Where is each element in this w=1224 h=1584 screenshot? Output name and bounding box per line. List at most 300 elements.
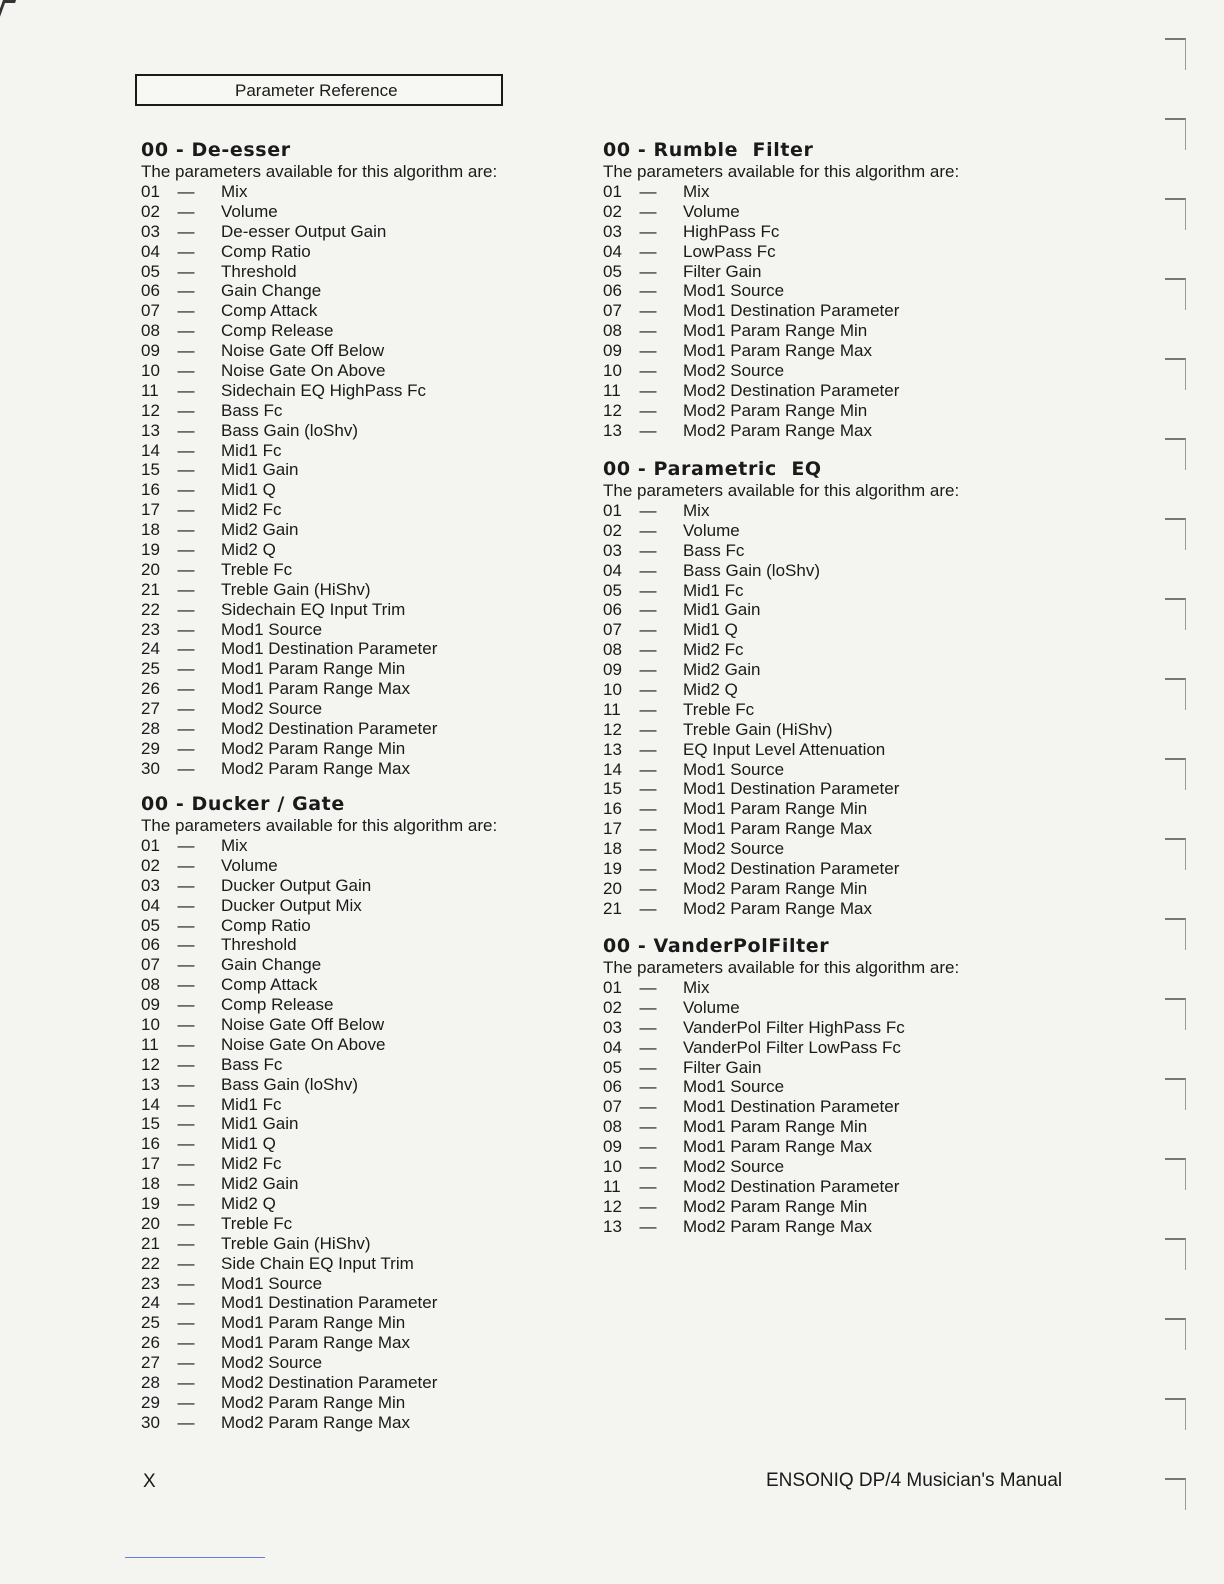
em-dash: — <box>639 301 657 321</box>
parameter-number: 08 <box>603 321 622 341</box>
parameter-number: 05 <box>141 261 160 281</box>
em-dash: — <box>177 995 195 1015</box>
parameter-number: 04 <box>603 1037 622 1057</box>
parameter-row <box>603 819 959 839</box>
parameter-number: 28 <box>141 1373 160 1393</box>
binding-tick-mark <box>1165 678 1186 710</box>
section-title: 00 - Parametric EQ <box>603 458 822 480</box>
binding-tick-mark <box>1165 1158 1186 1190</box>
parameter-name: Comp Ratio <box>221 241 311 261</box>
parameter-row <box>141 1293 497 1313</box>
parameter-name: Mod2 Destination Parameter <box>683 859 900 879</box>
parameter-number: 20 <box>141 559 160 579</box>
parameter-row <box>141 520 497 540</box>
parameter-name: Treble Gain (HiShv) <box>221 579 371 599</box>
em-dash: — <box>177 380 195 400</box>
binding-tick-mark <box>1165 598 1186 630</box>
em-dash: — <box>639 1137 657 1157</box>
parameter-number: 27 <box>141 699 160 719</box>
em-dash: — <box>177 440 195 460</box>
parameter-name: VanderPol Filter HighPass Fc <box>683 1017 905 1037</box>
parameter-row <box>603 541 959 561</box>
parameter-row <box>141 759 497 779</box>
em-dash: — <box>177 875 195 895</box>
parameter-name: Bass Fc <box>221 1054 283 1074</box>
parameter-row <box>141 1134 497 1154</box>
parameter-row <box>141 995 497 1015</box>
parameter-number: 19 <box>141 1194 160 1214</box>
em-dash: — <box>177 460 195 480</box>
parameter-row <box>141 639 497 659</box>
parameter-row <box>603 1197 959 1217</box>
parameter-number: 14 <box>603 759 622 779</box>
parameter-name: Mod1 Source <box>683 281 785 301</box>
parameter-row <box>141 1055 497 1075</box>
parameter-number: 29 <box>141 1392 160 1412</box>
em-dash: — <box>639 997 657 1017</box>
em-dash: — <box>639 1077 657 1097</box>
parameter-row <box>141 935 497 955</box>
parameter-number: 16 <box>141 480 160 500</box>
parameter-name: Volume <box>221 855 278 875</box>
parameter-row <box>141 876 497 896</box>
parameter-name: Bass Gain (loShv) <box>683 560 820 580</box>
parameter-row <box>141 381 497 401</box>
parameter-number: 13 <box>141 1074 160 1094</box>
section-intro: The parameters available for this algorithm are: <box>141 816 498 835</box>
em-dash: — <box>177 201 195 221</box>
parameter-row <box>603 660 959 680</box>
parameter-name: Mod2 Source <box>683 1157 785 1177</box>
parameter-number: 11 <box>603 1176 621 1196</box>
parameter-number: 03 <box>141 221 160 241</box>
parameter-row <box>141 1114 497 1134</box>
binding-tick-mark <box>1165 38 1186 70</box>
parameter-name: Mod2 Param Range Max <box>683 898 872 918</box>
em-dash: — <box>639 898 657 918</box>
em-dash: — <box>177 400 195 420</box>
em-dash: — <box>177 935 195 955</box>
em-dash: — <box>177 1074 195 1094</box>
parameter-row <box>603 1177 959 1197</box>
parameter-row <box>603 202 959 222</box>
parameter-number: 09 <box>141 341 160 361</box>
parameter-name: Volume <box>221 201 278 221</box>
parameter-name: Treble Gain (HiShv) <box>221 1233 371 1253</box>
binding-tick-mark <box>1165 1318 1186 1350</box>
parameter-name: Mod2 Param Range Max <box>221 1412 410 1432</box>
parameter-name: Threshold <box>221 261 297 281</box>
parameter-row <box>603 501 959 521</box>
em-dash: — <box>177 659 195 679</box>
parameter-number: 13 <box>603 739 622 759</box>
em-dash: — <box>177 1313 195 1333</box>
parameter-number: 20 <box>141 1213 160 1233</box>
parameter-name: Mod1 Param Range Max <box>221 679 410 699</box>
parameter-number: 30 <box>141 758 160 778</box>
em-dash: — <box>177 639 195 659</box>
parameter-name: Mix <box>683 978 710 997</box>
parameter-name: Mid1 Gain <box>221 1114 299 1134</box>
binding-tick-mark <box>1165 1398 1186 1430</box>
section-header-box <box>135 74 503 106</box>
parameter-row <box>141 540 497 560</box>
parameter-name: Mod1 Param Range Min <box>221 1313 406 1333</box>
binding-tick-mark <box>1165 1478 1186 1510</box>
em-dash: — <box>639 759 657 779</box>
em-dash: — <box>639 1196 657 1216</box>
em-dash: — <box>177 1353 195 1373</box>
parameter-row <box>141 1353 497 1373</box>
parameter-name: Mid1 Q <box>221 480 276 500</box>
parameter-name: Mod1 Destination Parameter <box>683 301 900 321</box>
parameter-row <box>141 202 497 222</box>
em-dash: — <box>639 580 657 600</box>
parameter-name: Volume <box>683 520 740 540</box>
parameter-row <box>141 1313 497 1333</box>
parameter-name: Mod1 Param Range Max <box>683 341 872 361</box>
parameter-name: Mod1 Param Range Max <box>221 1333 410 1353</box>
parameter-row <box>141 421 497 441</box>
em-dash: — <box>177 1094 195 1114</box>
parameter-name: Volume <box>683 201 740 221</box>
parameter-number: 24 <box>141 639 160 659</box>
parameter-number: 21 <box>141 1233 160 1253</box>
parameter-number: 16 <box>141 1134 160 1154</box>
em-dash: — <box>177 261 195 281</box>
parameter-row <box>603 1137 959 1157</box>
parameter-row <box>141 1234 497 1254</box>
section-intro: The parameters available for this algorithm are: <box>603 162 960 181</box>
parameter-number: 19 <box>603 859 622 879</box>
binding-tick-mark <box>1165 278 1186 310</box>
em-dash: — <box>177 699 195 719</box>
parameter-number: 09 <box>603 341 622 361</box>
em-dash: — <box>639 978 657 997</box>
parameter-row <box>141 679 497 699</box>
em-dash: — <box>639 261 657 281</box>
binding-tick-mark <box>1165 518 1186 550</box>
parameter-row <box>141 281 497 301</box>
binding-tick-mark <box>1165 918 1186 950</box>
parameter-name: Mod1 Param Range Min <box>683 799 868 819</box>
parameter-name: Comp Attack <box>221 975 318 995</box>
parameter-row <box>603 321 959 341</box>
parameter-number: 12 <box>603 400 622 420</box>
em-dash: — <box>177 915 195 935</box>
parameter-number: 03 <box>141 875 160 895</box>
parameter-number: 24 <box>141 1293 160 1313</box>
parameter-name: Mix <box>683 501 710 520</box>
section-intro: The parameters available for this algorithm are: <box>603 481 960 500</box>
scan-artifact-line <box>125 1557 265 1558</box>
parameter-row <box>141 836 497 856</box>
parameter-row <box>603 301 959 321</box>
parameter-row <box>603 581 959 601</box>
parameter-row <box>603 978 959 998</box>
parameter-number: 21 <box>141 579 160 599</box>
parameter-name: EQ Input Level Attenuation <box>683 739 886 759</box>
parameter-name: Mid2 Q <box>221 1194 276 1214</box>
em-dash: — <box>177 420 195 440</box>
parameter-row <box>603 222 959 242</box>
parameter-number: 18 <box>141 1174 160 1194</box>
parameter-number: 05 <box>603 580 622 600</box>
parameter-name: Mod2 Destination Parameter <box>683 380 900 400</box>
binding-tick-mark <box>1165 198 1186 230</box>
em-dash: — <box>639 878 657 898</box>
parameter-name: Mod2 Param Range Max <box>683 420 872 440</box>
parameter-name: Mid2 Gain <box>221 520 299 540</box>
em-dash: — <box>177 341 195 361</box>
parameter-number: 11 <box>141 380 159 400</box>
em-dash: — <box>177 321 195 341</box>
em-dash: — <box>177 975 195 995</box>
parameter-number: 16 <box>603 799 622 819</box>
parameter-number: 01 <box>603 978 622 997</box>
em-dash: — <box>639 182 657 201</box>
parameter-name: Mid2 Q <box>221 540 276 560</box>
em-dash: — <box>639 380 657 400</box>
parameter-name: Treble Fc <box>221 559 293 579</box>
parameter-row <box>603 600 959 620</box>
parameter-number: 05 <box>141 915 160 935</box>
parameter-row <box>141 916 497 936</box>
parameter-name: Comp Release <box>221 995 334 1015</box>
parameter-row <box>603 381 959 401</box>
em-dash: — <box>639 1176 657 1196</box>
parameter-name: Mod1 Source <box>683 759 785 779</box>
parameter-row <box>603 998 959 1018</box>
parameter-number: 10 <box>141 1015 160 1035</box>
em-dash: — <box>639 600 657 620</box>
parameter-row <box>141 580 497 600</box>
parameter-number: 07 <box>603 301 622 321</box>
parameter-row <box>141 1174 497 1194</box>
parameter-row <box>141 1095 497 1115</box>
parameter-number: 10 <box>603 1157 622 1177</box>
parameter-name: Treble Fc <box>683 699 755 719</box>
parameter-number: 01 <box>603 501 622 520</box>
parameter-number: 04 <box>141 895 160 915</box>
parameter-name: Filter Gain <box>683 261 762 281</box>
parameter-name: Mod1 Destination Parameter <box>221 1293 438 1313</box>
parameter-name: Mod1 Source <box>221 1273 323 1293</box>
parameter-number: 03 <box>603 221 622 241</box>
parameter-row <box>141 975 497 995</box>
parameter-row <box>603 182 959 202</box>
binding-tick-mark <box>1165 838 1186 870</box>
parameter-number: 07 <box>141 301 160 321</box>
parameter-number: 03 <box>603 540 622 560</box>
parameter-name: Ducker Output Gain <box>221 875 372 895</box>
parameter-row <box>603 640 959 660</box>
manual-title: ENSONIQ DP/4 Musician's Manual <box>766 1470 1063 1491</box>
parameter-row <box>603 1217 959 1237</box>
parameter-number: 06 <box>603 1077 622 1097</box>
parameter-number: 12 <box>603 1196 622 1216</box>
parameter-name: Mod2 Param Range Min <box>683 400 868 420</box>
parameter-name: Mod2 Param Range Max <box>683 1216 872 1236</box>
em-dash: — <box>639 501 657 520</box>
parameter-row <box>141 341 497 361</box>
parameter-name: Bass Gain (loShv) <box>221 420 358 440</box>
parameter-number: 07 <box>141 955 160 975</box>
em-dash: — <box>639 719 657 739</box>
em-dash: — <box>177 1293 195 1313</box>
section-title: 00 - Rumble Filter <box>603 139 814 161</box>
parameter-name: Noise Gate Off Below <box>221 1015 385 1035</box>
binding-tick-mark <box>1165 118 1186 150</box>
em-dash: — <box>639 420 657 440</box>
parameter-row <box>141 1214 497 1234</box>
parameter-row <box>603 1018 959 1038</box>
em-dash: — <box>177 1213 195 1233</box>
em-dash: — <box>639 819 657 839</box>
parameter-row <box>141 1373 497 1393</box>
parameter-name: Mid1 Gain <box>683 600 761 620</box>
parameter-number: 18 <box>141 520 160 540</box>
section-header-title: Parameter Reference <box>235 81 398 100</box>
parameter-row <box>141 1075 497 1095</box>
parameter-name: Noise Gate On Above <box>221 361 386 381</box>
parameter-number: 04 <box>603 560 622 580</box>
parameter-name: Threshold <box>221 935 297 955</box>
parameter-row <box>603 899 959 919</box>
parameter-row <box>603 1157 959 1177</box>
parameter-name: Sidechain EQ HighPass Fc <box>221 380 427 400</box>
em-dash: — <box>177 520 195 540</box>
parameter-number: 22 <box>141 599 160 619</box>
parameter-number: 04 <box>603 241 622 261</box>
em-dash: — <box>177 480 195 500</box>
parameter-name: Mod2 Source <box>683 361 785 381</box>
em-dash: — <box>639 699 657 719</box>
parameter-row <box>603 242 959 262</box>
parameter-number: 12 <box>141 1054 160 1074</box>
parameter-name: Mod1 Param Range Max <box>683 819 872 839</box>
parameter-name: Mod1 Destination Parameter <box>683 1097 900 1117</box>
parameter-row <box>603 839 959 859</box>
parameter-name: Mid2 Q <box>683 680 738 700</box>
em-dash: — <box>177 836 195 855</box>
parameter-row <box>141 560 497 580</box>
em-dash: — <box>639 221 657 241</box>
parameter-number: 28 <box>141 719 160 739</box>
binding-tick-mark <box>1165 998 1186 1030</box>
em-dash: — <box>177 182 195 201</box>
parameter-row <box>141 620 497 640</box>
parameter-name: Mod2 Param Range Min <box>683 878 868 898</box>
parameter-number: 17 <box>141 1154 160 1174</box>
em-dash: — <box>639 400 657 420</box>
em-dash: — <box>177 1392 195 1412</box>
parameter-name: Treble Gain (HiShv) <box>683 719 833 739</box>
parameter-row <box>141 301 497 321</box>
em-dash: — <box>177 540 195 560</box>
parameter-number: 02 <box>603 520 622 540</box>
em-dash: — <box>639 660 657 680</box>
em-dash: — <box>639 739 657 759</box>
parameter-name: Mod1 Param Range Min <box>221 659 406 679</box>
parameter-name: Mod1 Destination Parameter <box>221 639 438 659</box>
parameter-number: 25 <box>141 659 160 679</box>
parameter-row <box>141 719 497 739</box>
parameter-name: Mod2 Param Range Min <box>221 1392 406 1412</box>
parameter-name: Mid2 Fc <box>221 1154 282 1174</box>
parameter-name: Mid2 Gain <box>683 660 761 680</box>
parameter-name: LowPass Fc <box>683 241 776 261</box>
em-dash: — <box>639 680 657 700</box>
parameter-row <box>141 321 497 341</box>
parameter-number: 13 <box>603 420 622 440</box>
parameter-row <box>141 1393 497 1413</box>
parameter-name: Mid2 Fc <box>221 500 282 520</box>
parameter-row <box>141 1274 497 1294</box>
parameter-row <box>141 401 497 421</box>
parameter-number: 10 <box>603 361 622 381</box>
parameter-name: Mod2 Destination Parameter <box>683 1176 900 1196</box>
parameter-name: Mod1 Param Range Min <box>683 321 868 341</box>
parameter-row <box>603 700 959 720</box>
parameter-name: Side Chain EQ Input Trim <box>221 1253 414 1273</box>
em-dash: — <box>639 361 657 381</box>
parameter-row <box>141 955 497 975</box>
parameter-number: 08 <box>141 321 160 341</box>
binding-tick-mark <box>1165 358 1186 390</box>
em-dash: — <box>177 758 195 778</box>
parameter-row <box>141 242 497 262</box>
parameter-name: Comp Attack <box>221 301 318 321</box>
em-dash: — <box>639 560 657 580</box>
scan-corner-mark <box>0 0 16 17</box>
algorithm-section-rumble-filter <box>603 140 959 441</box>
parameter-name: VanderPol Filter LowPass Fc <box>683 1037 901 1057</box>
em-dash: — <box>639 859 657 879</box>
parameter-name: Mod2 Source <box>683 839 785 859</box>
em-dash: — <box>639 321 657 341</box>
em-dash: — <box>177 1114 195 1134</box>
parameter-row <box>603 720 959 740</box>
em-dash: — <box>639 1216 657 1236</box>
parameter-number: 02 <box>603 201 622 221</box>
em-dash: — <box>177 241 195 261</box>
em-dash: — <box>639 1037 657 1057</box>
parameter-row <box>603 521 959 541</box>
em-dash: — <box>177 895 195 915</box>
parameter-name: Bass Fc <box>683 540 745 560</box>
parameter-number: 23 <box>141 1273 160 1293</box>
parameter-number: 27 <box>141 1353 160 1373</box>
parameter-row <box>603 1038 959 1058</box>
parameter-row <box>141 262 497 282</box>
parameter-name: Bass Fc <box>221 400 283 420</box>
parameter-name: Ducker Output Mix <box>221 895 362 915</box>
section-intro: The parameters available for this algorithm are: <box>603 958 960 977</box>
em-dash: — <box>639 1057 657 1077</box>
parameter-row <box>141 896 497 916</box>
parameter-number: 10 <box>141 361 160 381</box>
parameter-row <box>603 680 959 700</box>
parameter-row <box>603 281 959 301</box>
em-dash: — <box>177 1015 195 1035</box>
parameter-row <box>603 620 959 640</box>
parameter-name: Mod2 Destination Parameter <box>221 1373 438 1393</box>
parameter-number: 05 <box>603 1057 622 1077</box>
parameter-number: 14 <box>141 1094 160 1114</box>
parameter-row <box>603 799 959 819</box>
parameter-name: Mid1 Fc <box>683 580 744 600</box>
